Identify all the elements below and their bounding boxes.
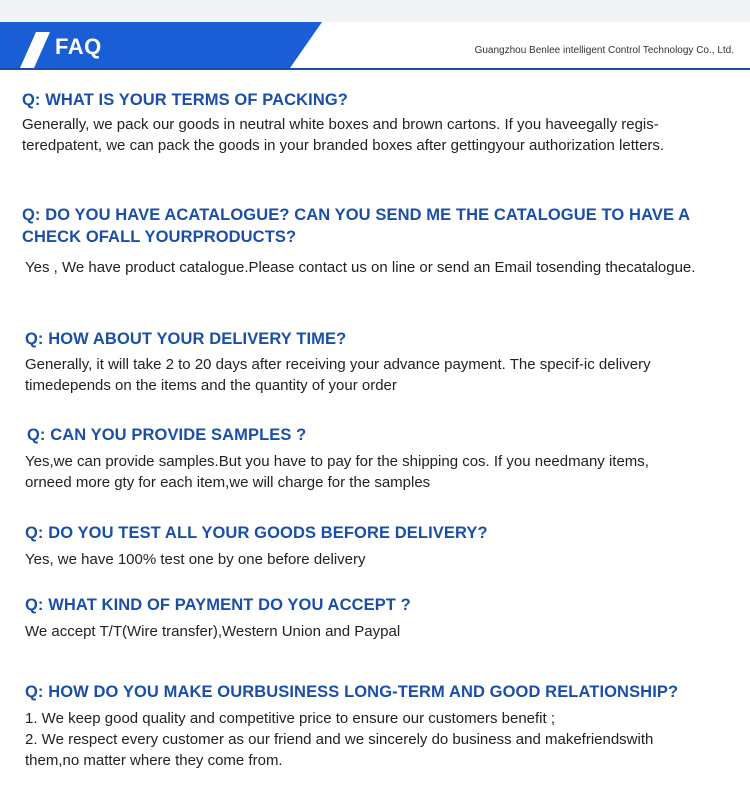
question-line: CHECK OFALL YOURPRODUCTS?: [22, 228, 297, 246]
faq-item-payment: [25, 594, 750, 642]
faq-answer: [25, 354, 750, 396]
question-line: Q: WHAT IS YOUR TERMS OF PACKING?: [22, 91, 348, 109]
faq-question: [25, 522, 750, 544]
faq-question: [25, 681, 750, 703]
question-line: Q: DO YOU TEST ALL YOUR GOODS BEFORE DELIVERY?: [25, 524, 488, 542]
faq-question: [25, 328, 750, 350]
faq-question: [22, 204, 750, 248]
faq-answer: [25, 451, 750, 493]
answer-line: Yes, we have 100% test one by one before delivery: [25, 551, 366, 568]
faq-question: [25, 424, 750, 446]
question-line: Q: CAN YOU PROVIDE SAMPLES ?: [27, 426, 307, 444]
company-name: Guangzhou Benlee intelligent Control Technology Co., Ltd.: [474, 45, 734, 56]
question-line: Q: HOW DO YOU MAKE OURBUSINESS LONG-TERM AND GOOD RELATIONSHIP?: [25, 683, 679, 701]
answer-line: teredpatent, we can pack the goods in your branded boxes after gettingyour authorization letters.: [22, 137, 665, 154]
answer-line: them,no matter where they come from.: [25, 752, 283, 769]
faq-answer: [25, 708, 750, 771]
faq-question: [22, 89, 750, 111]
faq-item-packing: [22, 89, 750, 156]
faq-answer: [25, 621, 750, 642]
answer-line: timedepends on the items and the quantity of your order: [25, 377, 397, 394]
top-strip: [0, 0, 750, 22]
faq-item-samples: [25, 424, 750, 493]
question-line: Q: HOW ABOUT YOUR DELIVERY TIME?: [25, 330, 347, 348]
faq-item-catalogue: [22, 204, 750, 278]
faq-question: [25, 594, 750, 616]
question-line: Q: DO YOU HAVE ACATALOGUE? CAN YOU SEND ME THE CATALOGUE TO HAVE A: [22, 206, 691, 224]
answer-line: 1. We keep good quality and competitive price to ensure our customers benefit ;: [25, 710, 556, 727]
answer-line: Yes,we can provide samples.But you have to pay for the shipping cos. If you needmany items,: [25, 453, 649, 470]
faq-answer: [22, 114, 750, 156]
page-title: FAQ: [55, 34, 102, 59]
faq-item-testing: [25, 522, 750, 570]
answer-line: Generally, it will take 2 to 20 days after receiving your advance payment. The specif-ic delivery: [25, 356, 651, 373]
answer-line: orneed more gty for each item,we will charge for the samples: [25, 474, 431, 491]
faq-answer: [25, 549, 750, 570]
faq-answer: [22, 257, 750, 278]
faq-item-delivery-time: [25, 328, 750, 396]
answer-line: Yes , We have product catalogue.Please contact us on line or send an Email tosending thecatalogue.: [25, 259, 696, 276]
faq-header-banner: [0, 22, 750, 72]
header-blue-tab: [0, 22, 322, 68]
question-line: Q: WHAT KIND OF PAYMENT DO YOU ACCEPT ?: [25, 596, 411, 614]
faq-item-relationship: [25, 681, 750, 771]
answer-line: We accept T/T(Wire transfer),Western Union and Paypal: [25, 623, 401, 640]
answer-line: Generally, we pack our goods in neutral white boxes and brown cartons. If you haveegally regis-: [22, 116, 659, 133]
answer-line: 2. We respect every customer as our friend and we sincerely do business and makefriendswith: [25, 731, 654, 748]
